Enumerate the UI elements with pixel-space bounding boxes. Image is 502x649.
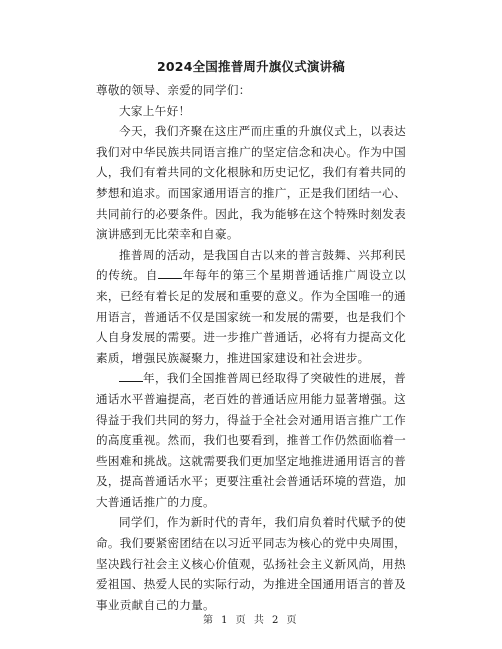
greeting: 大家上午好！ [119, 103, 191, 118]
fill-in-blank [158, 267, 182, 279]
salutation: 尊敬的领导、亲爱的同学们： [96, 83, 251, 97]
paragraph-2-cont: 年每年的第三个星期普通话推广周设立以来，已经有着长足的发展和重要的意义。作为全国唯一的通用语言，普通话不仅是国家统一和发展的需要，也是我们个人自身发展的需要。进一步推广普通话，必将有力提高文化素质，增强民族凝聚力，推进国家建设和社会进步。 [96, 268, 406, 365]
document-body [96, 80, 406, 615]
paragraph-2 [96, 245, 406, 369]
paragraph-1: 今天，我们齐聚在这庄严而庄重的升旗仪式上，以表达我们对中华民族共同语言推广的坚定信念和决心。作为中国人，我们有着共同的文化根脉和历史记忆，我们有着共同的梦想和追求。而国家通用语言的推广，正是我们团结一心、共同前行的必要条件。因此，我为能够在这个特殊时刻发表演讲感到无比荣幸和自豪。 [96, 124, 406, 242]
paragraph-2-prefix: 自 [145, 268, 159, 283]
paragraph-3 [96, 368, 406, 512]
document-title: 2024全国推普周升旗仪式演讲稿 [157, 59, 345, 74]
fill-in-blank [119, 370, 143, 382]
paragraph-2-text: 推普周的活动，是我国自古以来的普言鼓舞、兴邦利民的传统。 [96, 247, 406, 283]
paragraph-4: 同学们，作为新时代的青年，我们肩负着时代赋予的使命。我们要紧密团结在以习近平同志为核心的党中央周围，坚决践行社会主义核心价值观，弘扬社会主义新风尚，用热爱祖国、热爱人民的实际行动，为推进全国通用语言的普及事业贡献自己的力量。 [96, 515, 406, 612]
paragraph-3-text: 年，我们全国推普周已经取得了突破性的进展，普通话水平普遍提高，老百姓的普通话应用能力显著增强。这得益于我们共同的努力，得益于全社会对通用语言推广工作的高度重视。然而，我们也要看到，推普工作仍然面临着一些困难和挑战。这就需要我们更加坚定地推进通用语言的普及，提高普通话水平；更要注重社会普通话环境的营造，加大普通话推广的力度。 [96, 371, 406, 509]
page-footer: 第 1 页 共 2 页 [202, 615, 300, 626]
